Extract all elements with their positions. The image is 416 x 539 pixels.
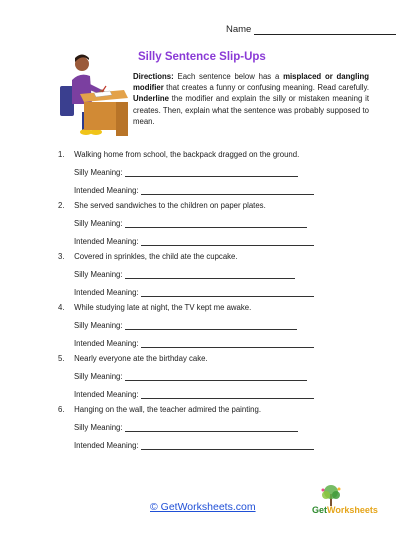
silly-meaning-line <box>125 168 298 177</box>
silly-meaning-field[interactable] <box>74 168 298 177</box>
intended-meaning-line <box>141 288 314 297</box>
directions-underline-word: Underline <box>133 94 169 104</box>
silly-meaning-line <box>125 219 307 228</box>
sentence-text: Covered in sprinkles, the child ate the cupcake. <box>74 252 238 261</box>
intended-meaning-line <box>141 339 314 348</box>
silly-meaning-field[interactable] <box>74 321 297 330</box>
silly-meaning-line <box>125 372 307 381</box>
sentence-text: She served sandwiches to the children on paper plates. <box>74 201 266 210</box>
name-field[interactable] <box>226 24 396 35</box>
intended-meaning-line <box>141 441 314 450</box>
silly-meaning-field[interactable] <box>74 219 307 228</box>
item-number: 5. <box>58 354 65 363</box>
silly-meaning-label: Silly Meaning: <box>74 372 123 381</box>
directions-label: Directions: <box>133 72 174 81</box>
sentence-prompt <box>58 354 208 363</box>
silly-meaning-label: Silly Meaning: <box>74 321 123 330</box>
silly-meaning-label: Silly Meaning: <box>74 270 123 279</box>
item-number: 3. <box>58 252 65 261</box>
intended-meaning-field[interactable] <box>74 288 314 297</box>
sentence-prompt <box>58 150 299 159</box>
sentence-text: Walking home from school, the backpack dragged on the ground. <box>74 150 300 159</box>
item-number: 4. <box>58 303 65 312</box>
directions-paragraph <box>133 71 369 127</box>
sentence-prompt <box>58 303 251 312</box>
intended-meaning-line <box>141 186 314 195</box>
item-number: 6. <box>58 405 65 414</box>
getworksheets-logo-text <box>312 505 378 515</box>
sentence-prompt <box>58 405 261 414</box>
intended-meaning-line <box>141 390 314 399</box>
silly-meaning-line <box>125 270 295 279</box>
directions-text-2: that creates a funny or confusing meaning. Read carefully. <box>166 83 369 93</box>
intended-meaning-field[interactable] <box>74 339 314 348</box>
item-number: 2. <box>58 201 65 210</box>
logo-text-get: Get <box>312 505 328 515</box>
silly-meaning-label: Silly Meaning: <box>74 423 123 432</box>
intended-meaning-field[interactable] <box>74 186 314 195</box>
student-writing-illustration <box>58 46 128 141</box>
directions-text-1: Each sentence below has a <box>177 72 284 81</box>
silly-meaning-label: Silly Meaning: <box>74 219 123 228</box>
item-number: 1. <box>58 150 65 159</box>
silly-meaning-label: Silly Meaning: <box>74 168 123 177</box>
name-label: Name <box>226 24 252 35</box>
intended-meaning-label: Intended Meaning: <box>74 288 139 297</box>
silly-meaning-field[interactable] <box>74 423 298 432</box>
logo-text-worksheets: Worksheets <box>327 505 378 515</box>
sentence-text: While studying late at night, the TV kept me awake. <box>74 303 252 312</box>
worksheet-title: Silly Sentence Slip-Ups <box>138 51 266 63</box>
directions-text-3: the modifier and explain the silly or mistaken meaning it creates. Then, explain what the sentence was probably supposed to mean. <box>133 94 369 126</box>
silly-meaning-field[interactable] <box>74 372 307 381</box>
intended-meaning-label: Intended Meaning: <box>74 390 139 399</box>
intended-meaning-label: Intended Meaning: <box>74 441 139 450</box>
intended-meaning-line <box>141 237 314 246</box>
intended-meaning-field[interactable] <box>74 237 314 246</box>
getworksheets-link[interactable]: © GetWorksheets.com <box>150 501 256 513</box>
sentence-prompt <box>58 201 266 210</box>
silly-meaning-line <box>125 321 297 330</box>
silly-meaning-field[interactable] <box>74 270 295 279</box>
sentence-prompt <box>58 252 238 261</box>
silly-meaning-line <box>125 423 298 432</box>
intended-meaning-label: Intended Meaning: <box>74 339 139 348</box>
intended-meaning-label: Intended Meaning: <box>74 237 139 246</box>
directions-term: misplaced or dangling modifier <box>133 72 370 93</box>
sentence-text: Nearly everyone ate the birthday cake. <box>74 354 208 363</box>
intended-meaning-field[interactable] <box>74 390 314 399</box>
tree-logo-icon <box>310 484 374 524</box>
sentence-text: Hanging on the wall, the teacher admired the painting. <box>74 405 261 414</box>
intended-meaning-label: Intended Meaning: <box>74 186 139 195</box>
intended-meaning-field[interactable] <box>74 441 314 450</box>
name-blank-line <box>254 24 396 35</box>
